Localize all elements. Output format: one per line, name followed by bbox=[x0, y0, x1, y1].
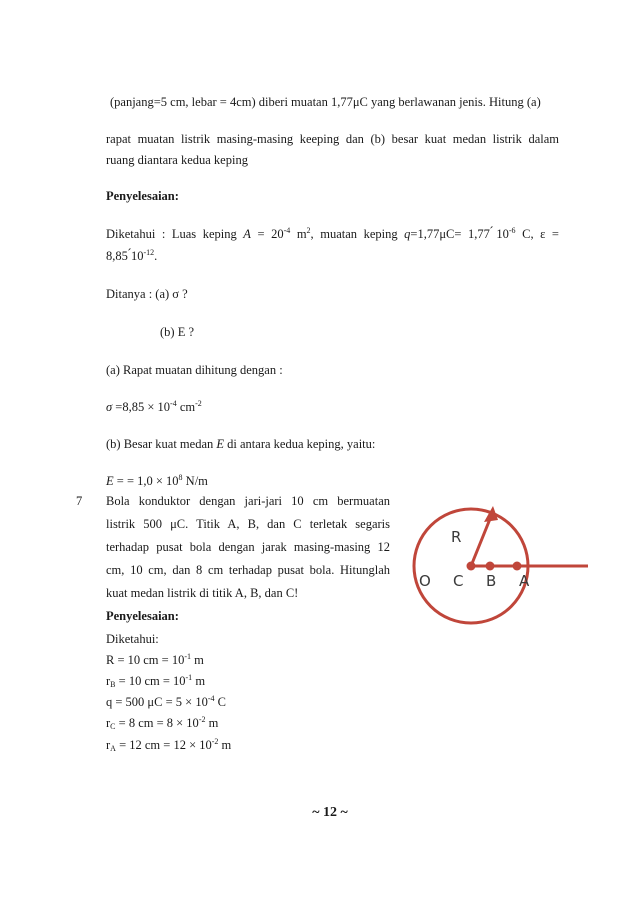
sphere-figure bbox=[412, 498, 592, 639]
problem7-line-1: Bola konduktor dengan jari-jari 10 cm bermuatan bbox=[106, 494, 390, 508]
known-R: R = 10 cm = $10^{-1}$ m bbox=[106, 652, 204, 667]
solution-heading: Penyelesaian: bbox=[106, 189, 179, 203]
asked-b: (b) E ? bbox=[160, 325, 195, 339]
problem-number: 7 bbox=[76, 494, 83, 508]
known-q: q = 500 $\mu C = 5 \times 10^{-4}$ C bbox=[106, 694, 226, 709]
question-line-2: ruang diantara kedua keping bbox=[106, 153, 248, 167]
known-rC: $r_C = 8$ cm = $8 \times 10^{-2}$ m bbox=[106, 715, 219, 731]
problem7-line-2: listrik 500 μC. Titik A, B, dan C terletak segaris bbox=[106, 517, 390, 531]
known-rB: $r_B = 10$ cm = $10^{-1}$ m bbox=[106, 673, 206, 689]
page-number: ~ 12 ~ bbox=[312, 805, 348, 820]
question-line-1: rapat muatan listrik masing-masing keeping dan (b) besar kuat medan listrik dalam bbox=[106, 132, 559, 146]
step-b: (b) Besar kuat medan E di antara kedua keping, yaitu: bbox=[106, 437, 376, 451]
problem7-known-title: Diketahui: bbox=[106, 632, 159, 646]
sigma-result: $\sigma =8,85 \times 10^{-4}$ $cm^{-2}$ bbox=[106, 399, 202, 414]
problem7-heading: Penyelesaian: bbox=[106, 609, 179, 623]
label-A: A bbox=[519, 572, 530, 590]
point-B bbox=[513, 562, 522, 571]
label-O: O bbox=[419, 572, 431, 590]
point-C bbox=[486, 562, 495, 571]
radius-arrow bbox=[471, 514, 492, 566]
label-R: R bbox=[451, 528, 462, 546]
asked-a: Ditanya : (a) σ ? bbox=[106, 287, 188, 301]
step-a: (a) Rapat muatan dihitung dengan : bbox=[106, 363, 283, 377]
known-line-1: Diketahui : Luas keping $A = 20^{-4}$ $m^2$, muatan keping q=1,77μC= 1,77 $́10^{-6}$ C, ε = bbox=[106, 226, 559, 241]
label-C: C bbox=[453, 572, 464, 590]
efield-result: E = = $1,0 \times 10^8$ N/m bbox=[106, 473, 208, 488]
intro-line: (panjang=5 cm, lebar = 4cm) diberi muatan 1,77μC yang berlawanan jenis. Hitung (a) bbox=[110, 95, 541, 109]
label-B: B bbox=[486, 572, 497, 590]
problem7-line-5: kuat medan listrik di titik A, B, dan C! bbox=[106, 586, 299, 600]
known-line-2: 8,85 $́10^{-12}$. bbox=[106, 248, 158, 263]
problem7-line-3: terhadap pusat bola dengan jarak masing-masing 12 bbox=[106, 540, 390, 554]
known-rA: $r_A = 12$ cm = $12 \times 10^{-2}$ m bbox=[106, 737, 232, 753]
point-O bbox=[467, 562, 476, 571]
problem7-line-4: cm, 10 cm, dan 8 cm terhadap pusat bola. Hitunglah bbox=[106, 563, 390, 577]
